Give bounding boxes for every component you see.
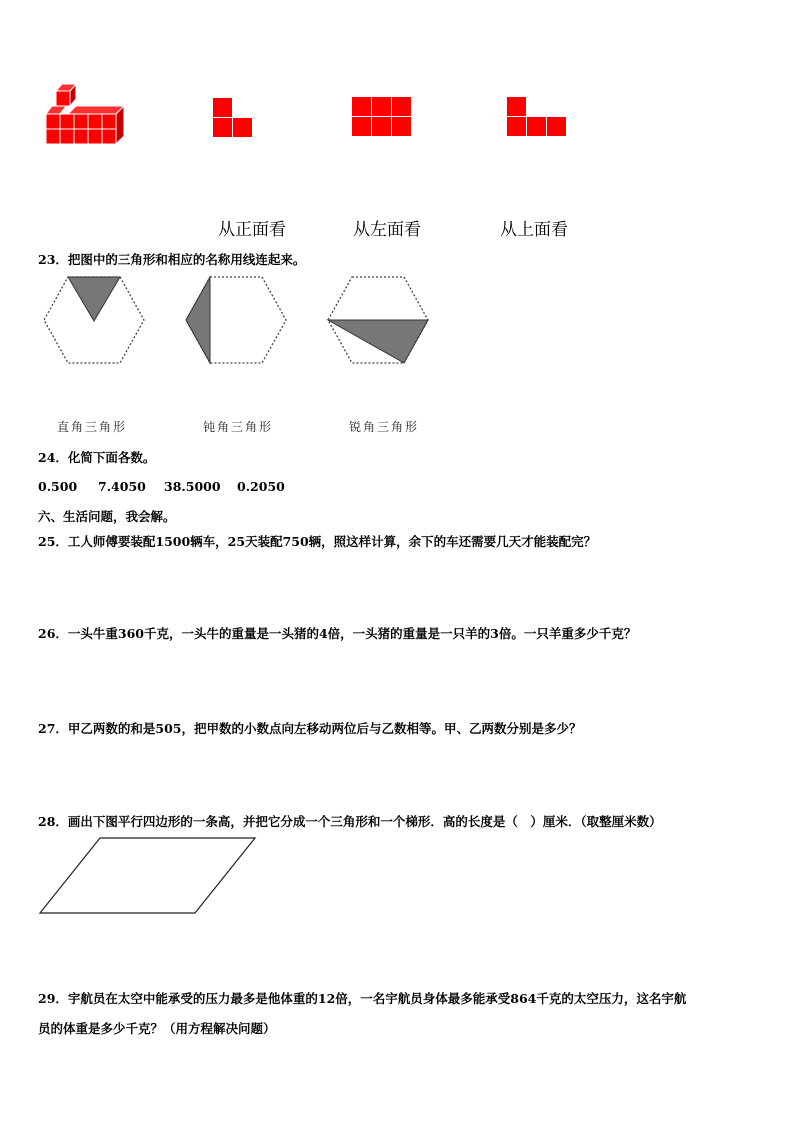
left-view-diagram: [351, 96, 413, 138]
question-27: 27．甲乙两数的和是505，把甲数的小数点向左移动两位后与乙数相等。甲、乙两数分别是多少？: [38, 721, 582, 736]
label-right-triangle: 直角三角形: [57, 420, 128, 434]
question-25: 25．工人师傅要装配1500辆车，25天装配750辆，照这样计算，余下的车还需要几天才能装配完？: [38, 534, 597, 549]
number-3: 38.5000: [164, 479, 221, 494]
section-6-heading: 六、生活问题，我会解。: [38, 509, 176, 524]
label-obtuse-triangle: 钝角三角形: [203, 420, 274, 434]
hexagon-acute-triangle: [326, 275, 430, 365]
question-28: 28．画出下图平行四边形的一条高，并把它分成一个三角形和一个梯形．高的长度是（ ）厘米．（取整厘米数）: [38, 814, 662, 829]
question-29-line-1: 29．宇航员在太空中能承受的压力最多是他体重的12倍，一名宇航员身体最多能承受864千克的太空压力，这名宇航: [38, 991, 687, 1006]
label-front-view: 从正面看: [218, 220, 286, 240]
question-23: 23．把图中的三角形和相应的名称用线连起来。: [38, 252, 306, 267]
label-acute-triangle: 锐角三角形: [349, 420, 420, 434]
parallelogram-diagram: [38, 836, 258, 916]
top-view-diagram: [506, 96, 568, 138]
front-view-diagram: [212, 97, 256, 139]
hexagon-right-triangle: [42, 275, 146, 365]
number-1: 0.500: [38, 479, 78, 494]
number-4: 0.2050: [237, 479, 285, 494]
question-26: 26．一头牛重360千克，一头牛的重量是一头猪的4倍，一头猪的重量是一只羊的3倍。一只羊重多少千克？: [38, 626, 637, 641]
hexagon-obtuse-triangle: [184, 275, 288, 365]
number-2: 7.4050: [98, 479, 146, 494]
label-left-view: 从左面看: [353, 220, 421, 240]
question-24: 24．化简下面各数。: [38, 450, 156, 465]
question-29-line-2: 员的体重是多少千克？（用方程解决问题）: [38, 1021, 276, 1036]
cube-solid-3d: [44, 84, 128, 146]
label-top-view: 从上面看: [500, 220, 568, 240]
